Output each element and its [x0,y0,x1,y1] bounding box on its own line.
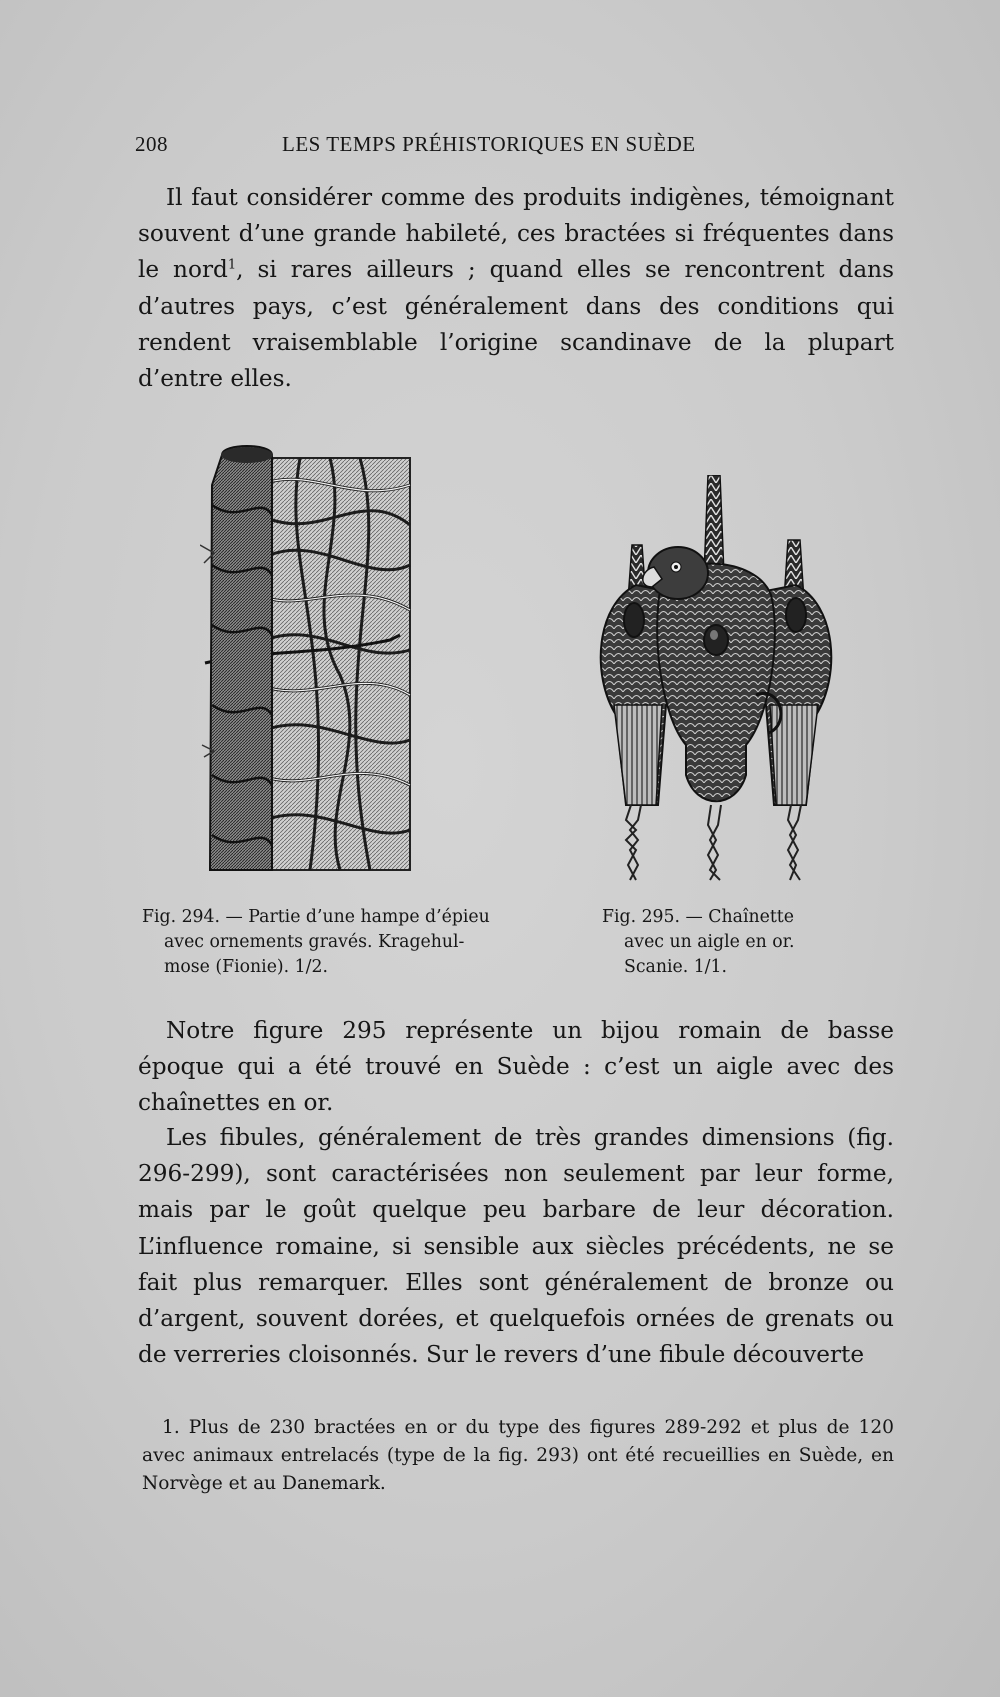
paragraph-fibulae: Les fibules, généralement de très grandes dimensions (fig. 296-299), sont caractérisées non seulement par leur forme, mais par le goût quelque peu barbare de leur décoration. L’influence romaine, si sensible aux siècles précédents, ne se fait plus remarquer. Elles sont généralement de bronze ou d’argent, souvent dorées, et quelquefois ornées de grenats ou de verreries cloisonnés. Sur le revers d’une fibule découverte [138,1124,894,1369]
paragraph-bracteates-text: Il faut considérer comme des produits indigènes, témoignant souvent d’une grande habileté, ces bractées si fréquentes dans le nord [138,184,894,284]
caption-line: avec ornements gravés. Kragehul- [164,932,465,952]
paragraph-bracteates [138,180,894,397]
figure-295-caption [602,905,832,980]
figure-295-eagle-brooch [596,475,836,885]
caption-line: avec un aigle en or. [624,932,795,952]
paragraph-bracteates-text-cont: , si rares ailleurs ; quand elles se rencontrent dans d’autres pays, c’est généralement dans des conditions qui rendent vraisemblable l’origine scandinave de la plupart d’entre elles. [138,256,894,393]
page-number: 208 [135,132,168,156]
caption-line: Scanie. 1/1. [624,957,727,977]
caption-line: mose (Fionie). 1/2. [164,957,328,977]
figure-294-caption [142,905,562,980]
paragraph-eagle-jewel: Notre figure 295 représente un bijou romain de basse époque qui a été trouvé en Suède : c’est un aigle avec des chaînettes en or. [138,1017,894,1117]
figure-294-spear-shaft [200,445,430,885]
running-title: LES TEMPS PRÉHISTORIQUES EN SUÈDE [282,132,696,156]
caption-line: Fig. 295. — Chaînette [602,907,794,927]
caption-line: Fig. 294. — Partie d’une hampe d’épieu [142,907,490,927]
footnote: 1. Plus de 230 bractées en or du type des figures 289-292 et plus de 120 avec animaux entrelacés (type de la fig. 293) ont été recueillies en Suède, en Norvège et au Danemark. [142,1417,894,1494]
footnote-reference: 1 [227,257,237,273]
